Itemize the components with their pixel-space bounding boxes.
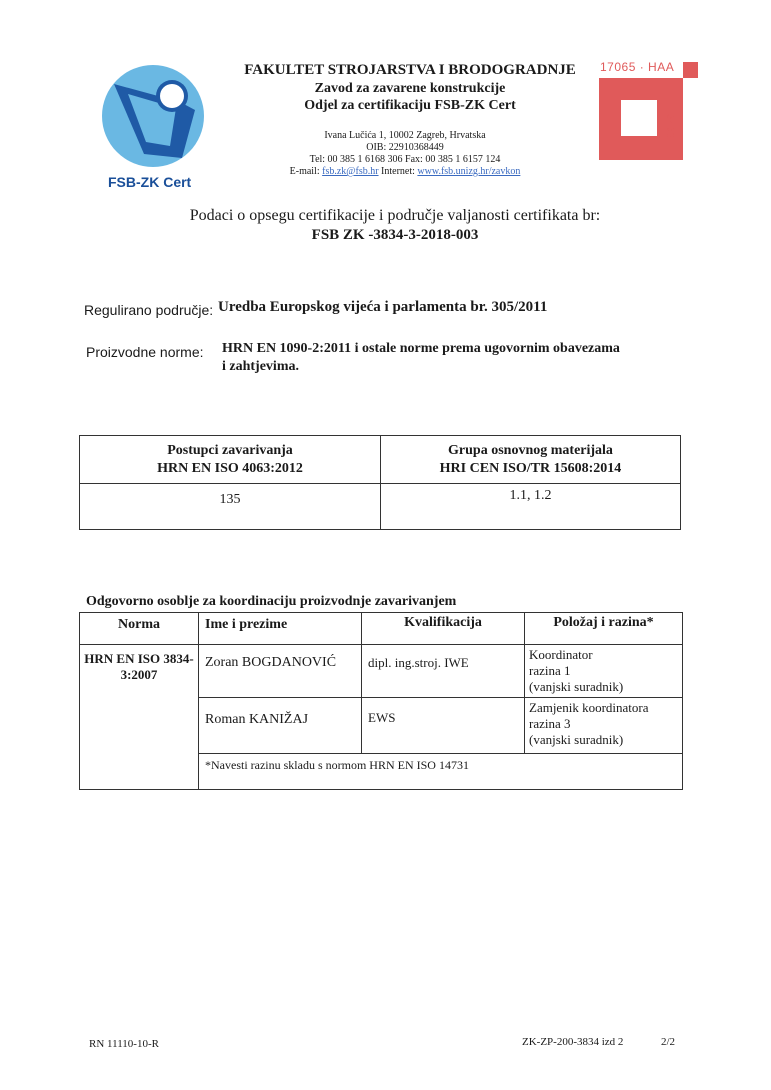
process-header-cell [80, 436, 381, 484]
stamp-inner-square [621, 100, 657, 136]
staff-name-cell [199, 645, 362, 698]
staff-heading: Odgovorno osoblje za koordinaciju proizvodnje zavarivanjem [86, 594, 457, 609]
position-level: razina 1 [529, 663, 571, 678]
header-name: Ime i prezime [199, 613, 362, 645]
norma-value: HRN EN ISO 3834-3:2007 [84, 651, 194, 682]
department-name: Zavod za zavarene konstrukcije [314, 81, 506, 96]
regulated-value: Uredba Europskog vijeća i parlamenta br. 305/2011 [218, 299, 548, 315]
fsb-logo [100, 62, 206, 170]
material-header-cell [381, 436, 681, 484]
position-title: Koordinator [529, 647, 593, 662]
staff-qual-cell [362, 645, 525, 698]
staff-position-cell [525, 698, 683, 754]
staff-table [79, 612, 683, 790]
material-value-cell [381, 484, 681, 530]
header-qualification: Kvalifikacija [362, 613, 525, 645]
header-position: Položaj i razina* [525, 613, 683, 645]
position-type: (vanjski suradnik) [529, 679, 624, 694]
fsb-logo-icon [100, 62, 206, 170]
process-table [79, 435, 681, 530]
email-link[interactable]: fsb.zk@fsb.hr [322, 166, 379, 177]
internet-link[interactable]: www.fsb.unizg.hr/zavkon [417, 166, 521, 177]
footer-left: RN 11110-10-R [89, 1038, 159, 1050]
process-header-norm: HRN EN ISO 4063:2012 [157, 460, 303, 476]
email-internet-line [240, 166, 570, 178]
process-value-cell [80, 484, 381, 530]
faculty-name: FAKULTET STROJARSTVA I BRODOGRADNJE [244, 62, 576, 78]
norms-label: Proizvodne norme: [86, 344, 204, 360]
process-value: 135 [219, 492, 241, 507]
address: Ivana Lučića 1, 10002 Zagreb, Hrvatska [324, 130, 486, 141]
process-header-title: Postupci zavarivanja [167, 442, 293, 458]
staff-qualification: dipl. ing.stroj. IWE [368, 655, 469, 670]
logo-label: FSB-ZK Cert [108, 174, 192, 190]
norma-cell [80, 645, 199, 790]
norms-value [222, 340, 620, 376]
norms-value-line1: HRN EN 1090-2:2011 i ostale norme prema ugovornim obavezama [222, 341, 620, 356]
staff-name-cell [199, 698, 362, 754]
regulated-label: Regulirano područje: [84, 302, 214, 318]
position-level: razina 3 [529, 716, 571, 731]
position-title: Zamjenik koordinatora [529, 700, 649, 715]
footer-middle: ZK-ZP-200-3834 izd 2 [522, 1036, 624, 1048]
institution-header [230, 62, 590, 114]
email-label: E-mail: [289, 166, 323, 177]
oib: OIB: 22910368449 [366, 142, 444, 153]
stamp-top-right-square [683, 62, 698, 78]
stamp-number: 17065 · HAA [600, 60, 675, 74]
office-name: Odjel za certifikaciju FSB-ZK Cert [304, 98, 516, 113]
page-number: 2/2 [661, 1036, 676, 1048]
footnote: *Navesti razinu skladu s normom HRN EN ISO 14731 [205, 758, 469, 772]
stamp-side-number: 3469 [664, 114, 676, 139]
staff-qualification: EWS [368, 710, 396, 725]
staff-name: Roman KANIŽAJ [205, 712, 309, 727]
contact-block [240, 130, 570, 178]
material-value: 1.1, 1.2 [509, 488, 552, 503]
position-type: (vanjski suradnik) [529, 732, 624, 747]
internet-label: Internet: [378, 166, 418, 177]
certificate-number: FSB ZK -3834-3-2018-003 [311, 227, 479, 243]
material-header-norm: HRI CEN ISO/TR 15608:2014 [439, 460, 622, 476]
norms-value-line2: i zahtjevima. [222, 359, 299, 374]
certificate-title [120, 207, 670, 244]
material-header-title: Grupa osnovnog materijala [448, 442, 613, 458]
staff-qual-cell [362, 698, 525, 754]
title-line: Podaci o opsegu certifikacije i područje valjanosti certifikata br: [189, 207, 601, 224]
staff-position-cell [525, 645, 683, 698]
header-norma: Norma [80, 613, 199, 645]
phone-fax: Tel: 00 385 1 6168 306 Fax: 00 385 1 6157 124 [309, 154, 501, 165]
staff-name: Zoran BOGDANOVIĆ [205, 655, 337, 670]
footnote-cell [199, 754, 683, 790]
